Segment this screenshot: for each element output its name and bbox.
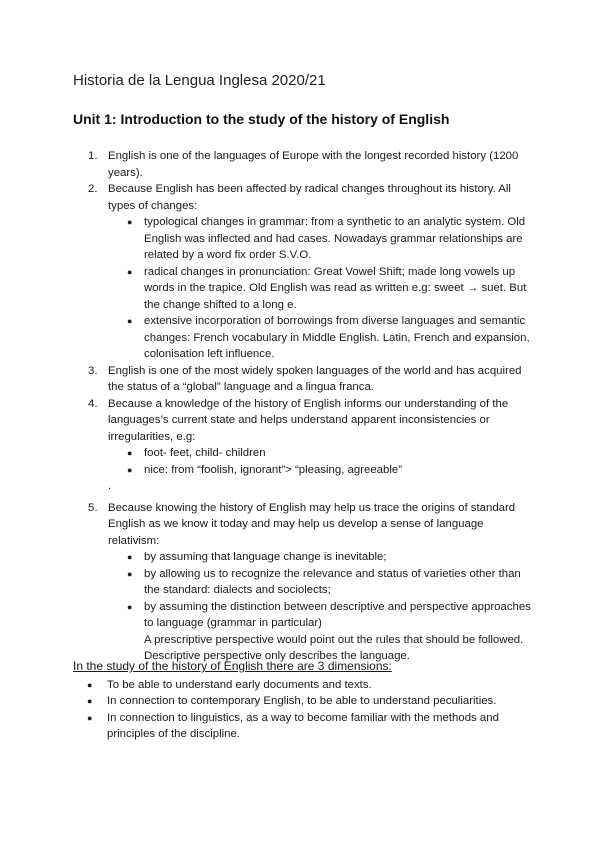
bullet-icon: ● <box>87 696 93 706</box>
sub-bullet-item <box>108 599 533 665</box>
bullet-icon: ● <box>127 266 133 277</box>
sub-bullet-item <box>108 549 533 566</box>
sub-bullet-item <box>108 445 533 462</box>
sub-bullet-item <box>108 214 533 264</box>
sub-bullet-text: by assuming the distinction between descriptive and perspective approaches to language (grammar in particular) <box>144 600 531 629</box>
bullet-icon: ● <box>87 712 93 723</box>
document-title: Historia de la Lengua Inglesa 2020/21 <box>73 72 326 89</box>
sub-bullet-list <box>108 549 533 665</box>
bullet-icon: ● <box>127 601 133 612</box>
dimension-text: In connection to contemporary English, to be able to understand peculiarities. <box>107 695 497 707</box>
list-item-4 <box>73 396 533 495</box>
sub-bullet-item <box>108 566 533 599</box>
sub-bullet-item <box>108 462 533 479</box>
item-number: 4. <box>88 397 98 410</box>
sub-bullet-text: foot- feet, child- children <box>144 447 266 459</box>
bullet-icon: ● <box>127 552 133 562</box>
dimension-text: To be able to understand early documents and texts. <box>107 678 372 691</box>
bullet-icon: ● <box>127 448 133 458</box>
dimension-text: In connection to linguistics, as a way to become familiar with the methods and principles of the discipline. <box>107 711 499 740</box>
bullet-icon: ● <box>127 217 133 227</box>
list-item-2 <box>73 181 533 363</box>
sub-bullet-text: by assuming that language change is inevitable; <box>144 551 387 563</box>
sub-bullet-text: extensive incorporation of borrowings from diverse languages and semantic changes: French vocabulary in Middle English. Latin, French and expansion, colonisation left influence. <box>144 315 530 360</box>
sub-bullet-text: typological changes in grammar: from a synthetic to an analytic system. Old English was inflected and had cases. Nowadays grammar relationships are related by a word fix order S.V.O. <box>144 216 526 261</box>
list-item-5 <box>73 500 533 665</box>
item-text: Because knowing the history of English may help us trace the origins of standard English as we know it today and may help us develop a sense of language relativism: <box>108 501 516 547</box>
sub-bullet-list <box>108 445 533 478</box>
item-text: English is one of the most widely spoken languages of the world and has acquired the status of a “global” language and a lingua franca. <box>108 364 522 393</box>
dimensions-heading: In the study of the history of English there are 3 dimensions: <box>73 659 392 673</box>
bullet-icon: ● <box>127 464 133 475</box>
dimension-item <box>73 693 533 710</box>
dimensions-section <box>73 658 533 743</box>
sub-bullet-list <box>108 214 533 363</box>
sub-bullet-note: A prescriptive perspective would point out the rules that should be followed. Descriptive perspective only describes the language. <box>144 633 524 662</box>
bullet-icon: ● <box>127 316 133 326</box>
list-item-3 <box>73 363 533 396</box>
sub-bullet-item <box>108 313 533 363</box>
dimension-item <box>73 677 533 694</box>
dimensions-list <box>73 677 533 743</box>
sub-bullet-text: nice: from “foolish, ignorant”> “pleasing, agreeable” <box>144 463 403 476</box>
item-number: 5. <box>88 501 98 514</box>
unit-title: Unit 1: Introduction to the study of the history of English <box>73 111 450 127</box>
item-number: 1. <box>88 150 98 162</box>
item-text: Because a knowledge of the history of English informs our understanding of the languages’s current state and helps understand apparent inconsistencies or irregularities, e.g: <box>108 397 509 443</box>
sub-bullet-text: by allowing us to recognize the relevance and status of varieties other than the standard: dialects and sociolects; <box>144 567 521 596</box>
sub-bullet-item <box>108 264 533 314</box>
dimension-item <box>73 710 533 743</box>
item-number: 2. <box>88 183 98 195</box>
item-number: 3. <box>88 364 98 377</box>
item-text: Because English has been affected by radical changes throughout its history. All types of changes: <box>108 183 511 212</box>
bullet-icon: ● <box>87 679 93 690</box>
list-item-1 <box>73 148 533 181</box>
bullet-icon: ● <box>127 568 133 579</box>
numbered-list <box>73 148 533 665</box>
trailing-period: . <box>108 480 112 492</box>
item-text: English is one of the languages of Europe with the longest recorded history (1200 years). <box>108 150 519 179</box>
sub-bullet-text: radical changes in pronunciation: Great Vowel Shift; made long vowels up words in the trapice. Old English was read as written e.g: sweet → suet. But the change shifted to a long e. <box>144 265 527 311</box>
